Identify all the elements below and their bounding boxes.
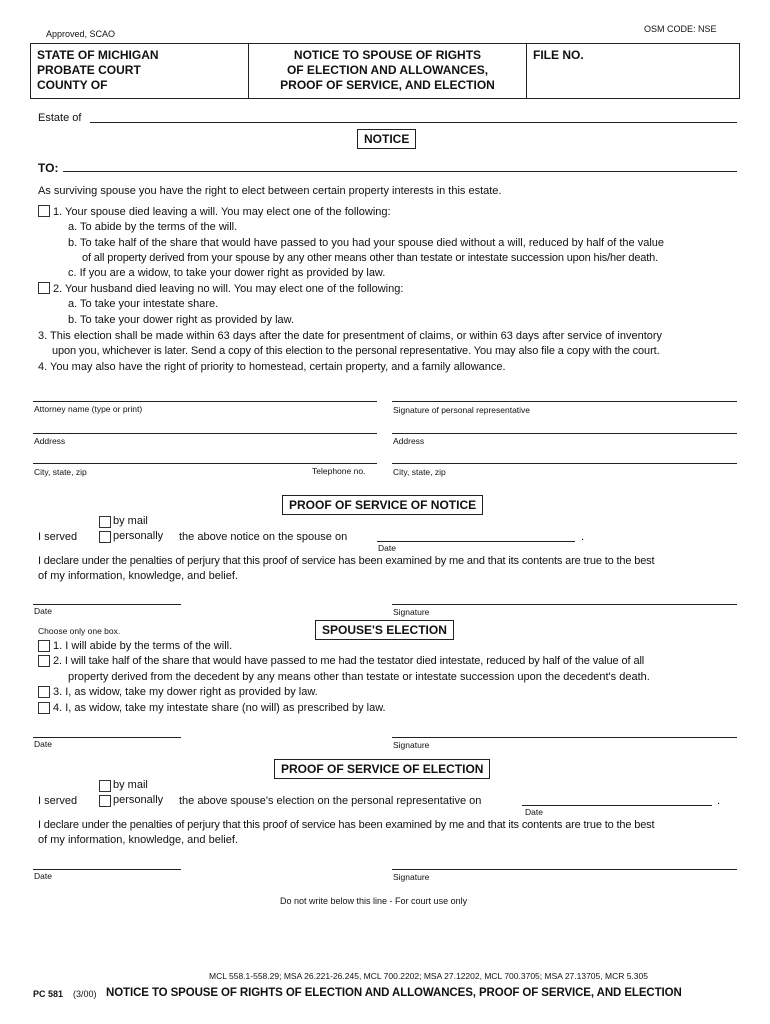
item-1: 1. Your spouse died leaving a will. You may elect one of the following:	[53, 206, 391, 218]
estate-field[interactable]	[90, 122, 737, 123]
item-3-line2: upon you, whichever is later. Send a copy of this election to the personal representative. You may also file a copy with the court.	[52, 345, 660, 357]
notice-signature-label: Signature	[393, 607, 430, 617]
form-title	[249, 44, 527, 98]
to-field[interactable]	[63, 171, 737, 172]
attorney-city-field[interactable]	[33, 463, 377, 464]
approved-label: Approved, SCAO	[46, 29, 116, 39]
proof-notice-heading: PROOF OF SERVICE OF NOTICE	[282, 495, 483, 515]
election-personally-checkbox[interactable]	[99, 795, 111, 807]
election-signature-field[interactable]	[392, 737, 737, 738]
election-declare-line1: I declare under the penalties of perjury that this proof of service has been examined by me and that its contents are true to the best	[38, 819, 655, 831]
notice-by-mail-checkbox[interactable]	[99, 516, 111, 528]
attorney-label: Attorney name (type or print)	[34, 404, 143, 414]
intro-text: As surviving spouse you have the right to elect between certain property interests in this estate.	[38, 185, 502, 197]
notice-date-label: Date	[34, 606, 52, 616]
footer-title: NOTICE TO SPOUSE OF RIGHTS OF ELECTION AND ALLOWANCES, PROOF OF SERVICE, AND ELECTION	[106, 987, 682, 999]
item-2b: b. To take your dower right as provided by law.	[68, 314, 295, 326]
election-served-date-field[interactable]	[522, 805, 712, 806]
election-option-2-line2: property derived from the decedent by any means other than testate or intestate succession upon the decedent's death.	[68, 671, 650, 683]
item-2: 2. Your husband died leaving no will. You may elect one of the following:	[53, 283, 404, 295]
item-3-line1: 3. This election shall be made within 63 days after the date for presentment of claims, or within 63 days after service of inventory	[38, 330, 663, 342]
notice-personally-checkbox[interactable]	[99, 531, 111, 543]
notice-date-caption: Date	[378, 543, 396, 553]
item-1a: a. To abide by the terms of the will.	[68, 221, 238, 233]
election-date-field[interactable]	[33, 737, 181, 738]
proof-election-date-field[interactable]	[33, 869, 181, 870]
form-revision: (3/00)	[73, 989, 97, 999]
notice-personally-label: personally	[113, 530, 164, 542]
title-line: PROOF OF SERVICE, AND ELECTION	[280, 78, 495, 92]
file-no-label: FILE NO.	[533, 48, 584, 62]
election-date-caption: Date	[525, 807, 543, 817]
election-option-1: 1. I will abide by the terms of the will.	[53, 640, 233, 652]
election-option-2-checkbox[interactable]	[38, 655, 50, 667]
pr-address-field[interactable]	[392, 433, 737, 434]
proof-election-heading: PROOF OF SERVICE OF ELECTION	[274, 759, 490, 779]
election-option-2-line1: 2. I will take half of the share that would have passed to me had the testator died intestate, reduced by half of the value of all	[53, 655, 645, 667]
pr-signature-label: Signature of personal representative	[393, 405, 531, 415]
to-label: TO:	[38, 161, 59, 175]
estate-label: Estate of	[38, 112, 82, 124]
pr-city-label: City, state, zip	[393, 467, 446, 477]
notice-signature-field[interactable]	[392, 604, 737, 605]
election-option-4-checkbox[interactable]	[38, 702, 50, 714]
item-1b-line1: b. To take half of the share that would have passed to you had your spouse died without a will, reduced by half of the value	[68, 237, 665, 249]
attorney-name-field[interactable]	[33, 401, 377, 402]
court-name: PROBATE COURT	[37, 63, 141, 77]
choose-one-note: Choose only one box.	[38, 626, 121, 636]
notice-by-mail-label: by mail	[113, 515, 148, 527]
election-option-3-checkbox[interactable]	[38, 686, 50, 698]
election-i-served: I served	[38, 795, 78, 807]
pr-signature-field[interactable]	[392, 401, 737, 402]
notice-served-date-field[interactable]	[377, 541, 575, 542]
election-heading: SPOUSE'S ELECTION	[315, 620, 454, 640]
period: .	[717, 795, 721, 807]
statute-references: MCL 558.1-558.29; MSA 26.221-26.245, MCL 700.2202; MSA 27.12202, MCL 700.3705; MSA 27.13705, MCR 5.305	[209, 971, 648, 981]
court-state: STATE OF MICHIGAN	[37, 48, 159, 62]
notice-heading: NOTICE	[357, 129, 416, 149]
item-2a: a. To take your intestate share.	[68, 298, 219, 310]
election-option-4: 4. I, as widow, take my intestate share (no will) as prescribed by law.	[53, 702, 386, 714]
proof-election-signature-label: Signature	[393, 872, 430, 882]
period: .	[581, 531, 585, 543]
attorney-address-field[interactable]	[33, 433, 377, 434]
form-header	[30, 43, 740, 99]
proof-election-signature-field[interactable]	[392, 869, 737, 870]
attorney-city-label: City, state, zip	[34, 467, 87, 477]
court-use-note: Do not write below this line - For court use only	[280, 896, 468, 906]
court-info	[31, 44, 249, 98]
pr-city-field[interactable]	[392, 463, 737, 464]
notice-served-text: the above notice on the spouse on	[179, 531, 348, 543]
election-option-1-checkbox[interactable]	[38, 640, 50, 652]
attorney-address-label: Address	[34, 436, 66, 446]
telephone-label: Telephone no.	[312, 466, 366, 476]
court-county[interactable]: COUNTY OF	[37, 78, 108, 92]
proof-election-date-label: Date	[34, 871, 52, 881]
election-by-mail-label: by mail	[113, 779, 148, 791]
notice-declare-line1: I declare under the penalties of perjury that this proof of service has been examined by me and that its contents are true to the best	[38, 555, 655, 567]
no-will-checkbox[interactable]	[38, 282, 50, 294]
file-no-field[interactable]	[527, 44, 739, 98]
item-4: 4. You may also have the right of priority to homestead, certain property, and a family allowance.	[38, 361, 506, 373]
election-signature-label: Signature	[393, 740, 430, 750]
notice-i-served: I served	[38, 531, 78, 543]
election-declare-line2: of my information, knowledge, and belief.	[38, 834, 238, 846]
title-line: OF ELECTION AND ALLOWANCES,	[286, 63, 489, 77]
item-1c: c. If you are a widow, to take your dower right as provided by law.	[68, 267, 386, 279]
title-line: NOTICE TO SPOUSE OF RIGHTS	[293, 48, 482, 62]
item-1b-line2: of all property derived from your spouse by any other means other than testate or intestate succession upon his/her death.	[82, 252, 659, 264]
notice-declare-line2: of my information, knowledge, and belief.	[38, 570, 238, 582]
election-personally-label: personally	[113, 794, 164, 806]
election-served-text: the above spouse's election on the personal representative on	[179, 795, 482, 807]
will-checkbox[interactable]	[38, 205, 50, 217]
form-number: PC 581	[33, 989, 64, 999]
election-date-label: Date	[34, 739, 52, 749]
notice-date-field[interactable]	[33, 604, 181, 605]
election-option-3: 3. I, as widow, take my dower right as provided by law.	[53, 686, 318, 698]
osm-code: OSM CODE: NSE	[644, 24, 717, 34]
election-by-mail-checkbox[interactable]	[99, 780, 111, 792]
pr-address-label: Address	[393, 436, 425, 446]
